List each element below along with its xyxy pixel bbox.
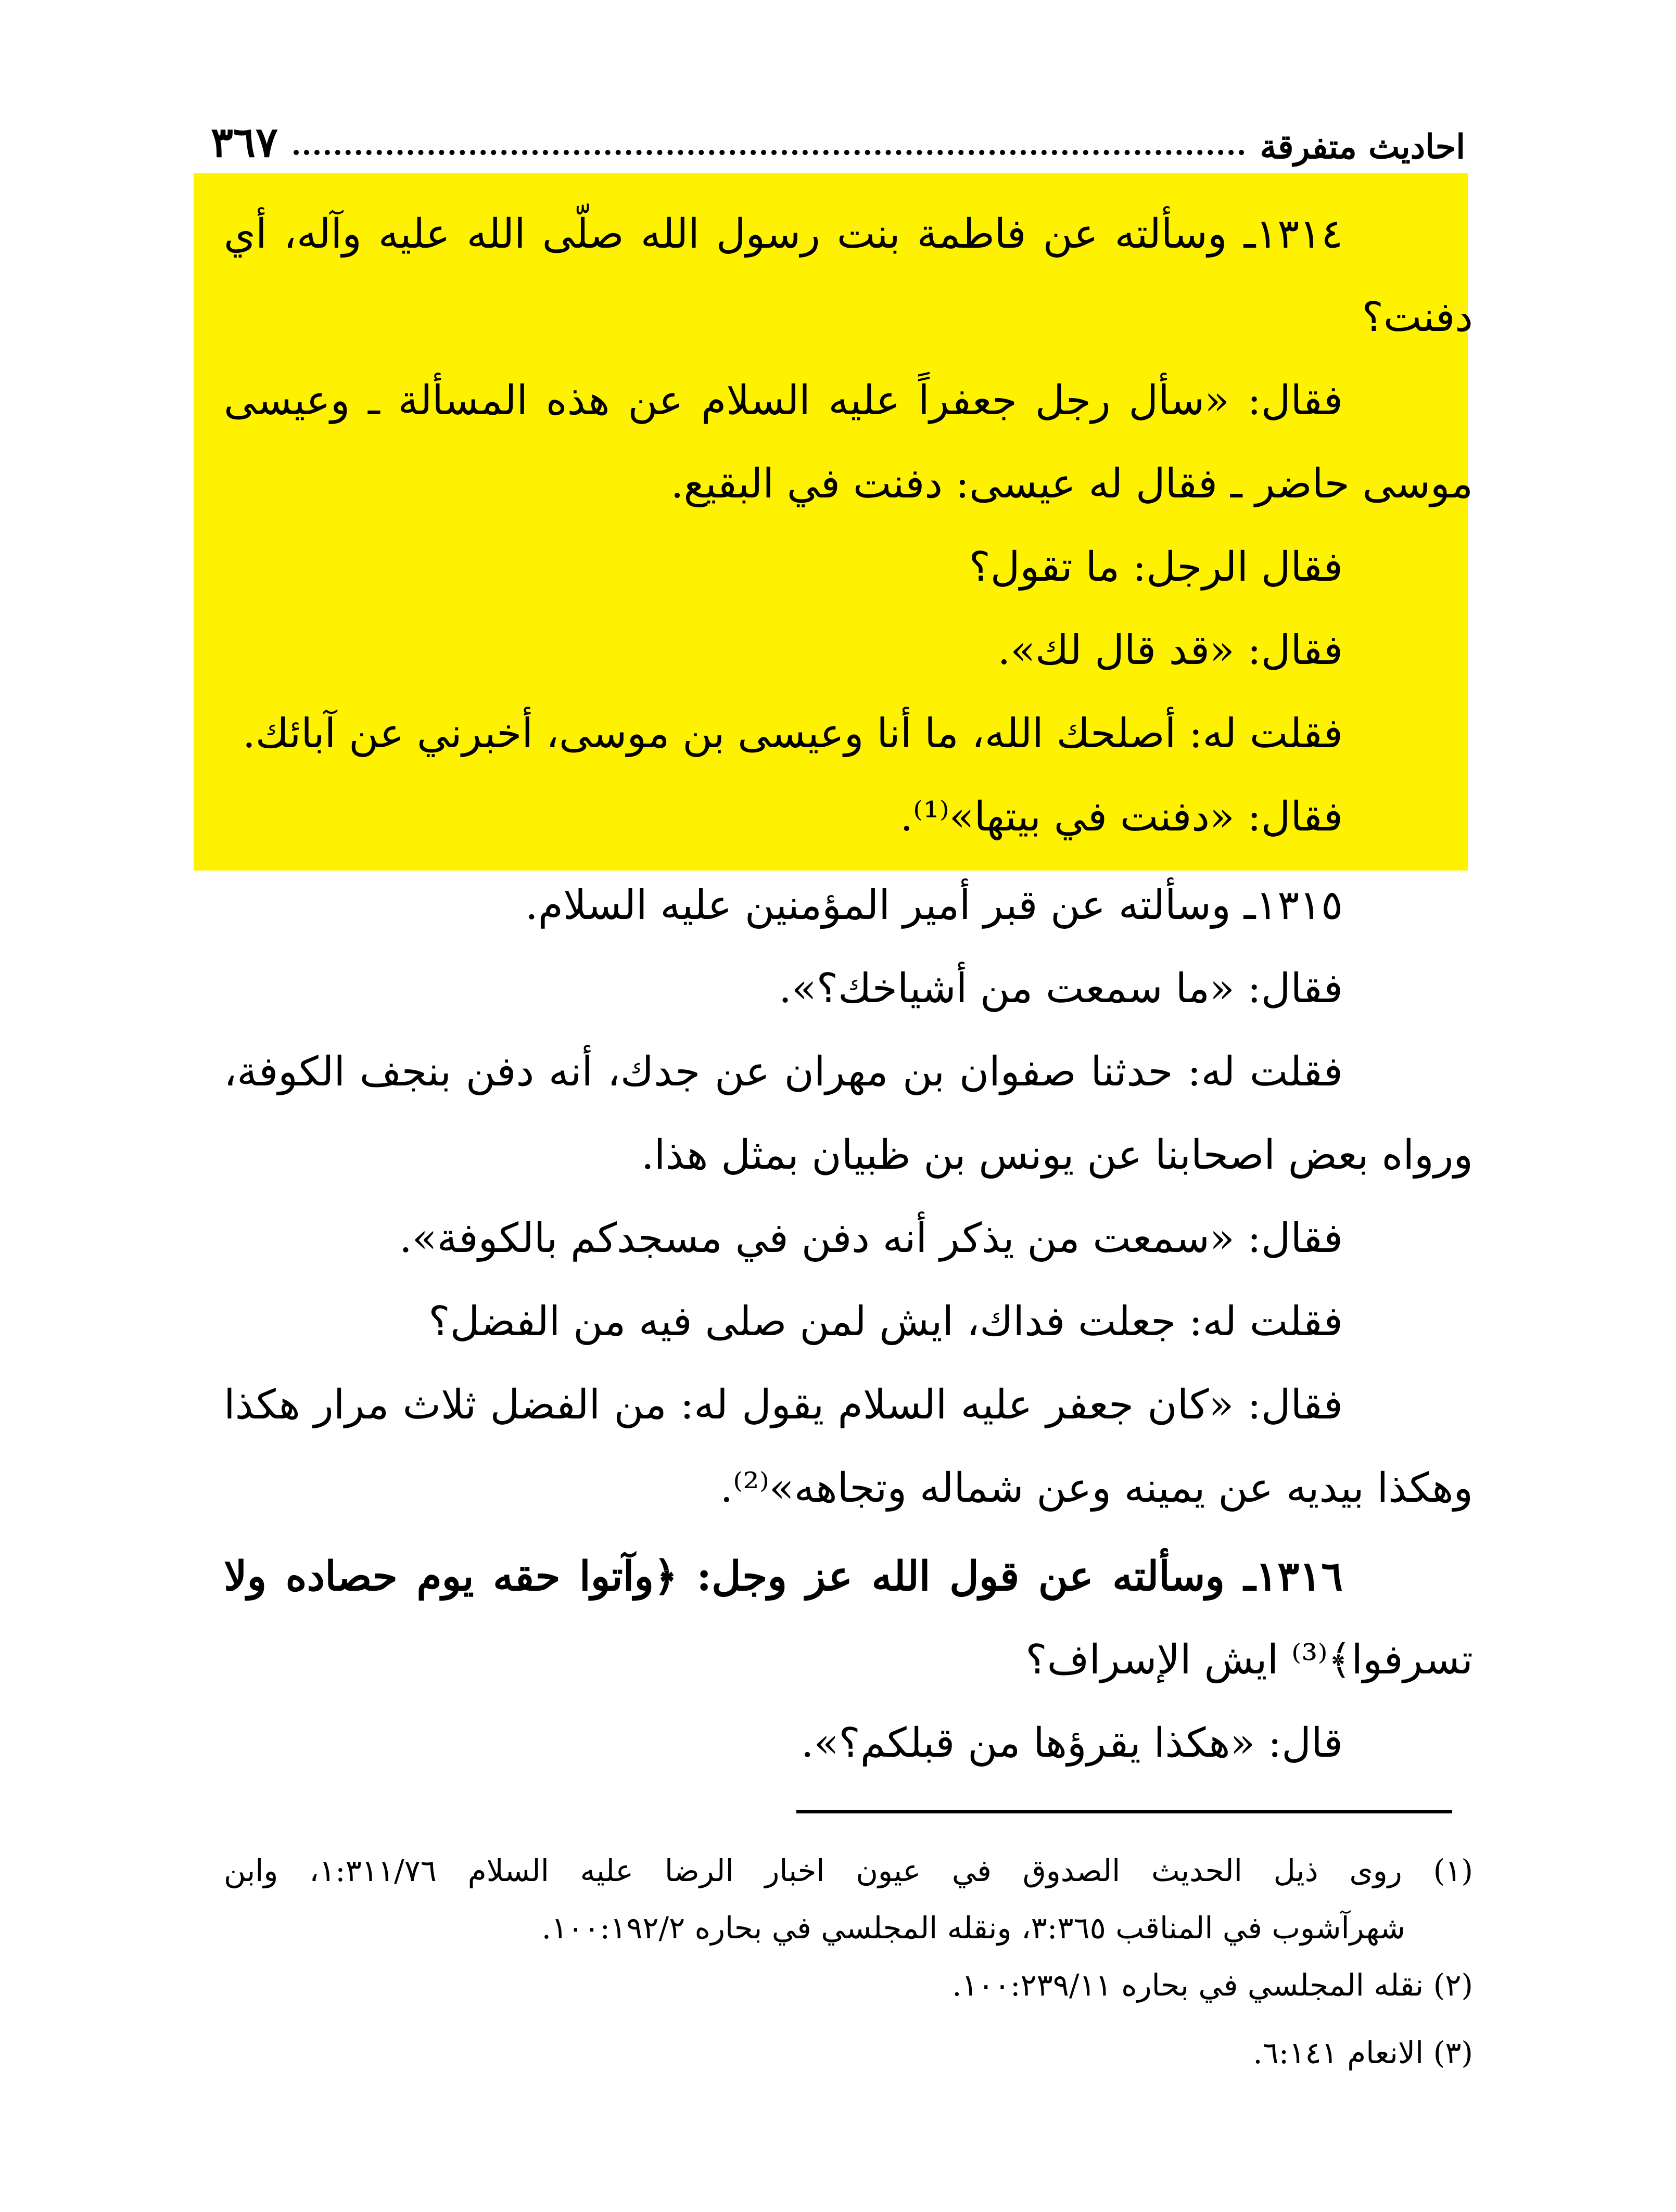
hadith-1314-line-8: فقال: «دفنت في بيتها»⁽¹⁾.: [900, 794, 1343, 840]
header-leader-dots: [294, 150, 1245, 155]
hadith-1315-line-4: ورواه بعض اصحابنا عن يونس بن ظبيان بمثل هذا.: [641, 1132, 1473, 1179]
page-number: ٣٦٧: [211, 118, 278, 167]
hadith-1315-line-8: وهكذا بيديه عن يمينه وعن شماله وتجاهه»⁽²⁾.: [720, 1465, 1473, 1512]
hadith-1315-line-5: فقال: «سمعت من يذكر أنه دفن في مسجدكم بالكوفة».: [399, 1215, 1343, 1262]
hadith-1314-line-1: ١٣١٤ـ وسألته عن فاطمة بنت رسول الله صلّى الله عليه وآله، أي: [224, 211, 1343, 258]
footnote-1-line-1: (١) روى ذيل الحديث الصدوق في عيون اخبار الرضا عليه السلام ١:٣١١/٧٦، وابن: [224, 1853, 1473, 1888]
hadith-1316-line-2: تسرفوا﴾⁽³⁾ ايش الإسراف؟: [1025, 1636, 1473, 1683]
hadith-1315-line-7: فقال: «كان جعفر عليه السلام يقول له: من الفضل ثلاث مرار هكذا: [224, 1382, 1343, 1428]
hadith-1315-line-6: فقلت له: جعلت فداك، ايش لمن صلى فيه من الفضل؟: [428, 1298, 1343, 1345]
hadith-1315-line-2: فقال: «ما سمعت من أشياخك؟».: [779, 965, 1343, 1012]
hadith-1314-line-4: موسى حاضر ـ فقال له عيسى: دفنت في البقيع.: [670, 461, 1473, 507]
hadith-1314-line-2: دفنت؟: [1362, 294, 1473, 341]
hadith-1314-line-3: فقال: «سأل رجل جعفراً عليه السلام عن هذه المسألة ـ وعيسى: [224, 377, 1343, 424]
footnote-3: (٣) الانعام ٦:١٤١.: [1253, 2035, 1473, 2070]
hadith-1315-line-1: ١٣١٥ـ وسألته عن قبر أمير المؤمنين عليه السلام.: [525, 882, 1343, 929]
hadith-1314-line-7: فقلت له: أصلحك الله، ما أنا وعيسى بن موسى، أخبرني عن آبائك.: [242, 710, 1343, 757]
page-header: [211, 104, 1465, 167]
hadith-1315-line-3: فقلت له: حدثنا صفوان بن مهران عن جدك، أنه دفن بنجف الكوفة،: [224, 1049, 1343, 1095]
footnote-divider: [796, 1810, 1452, 1813]
footnote-1-line-2: شهرآشوب في المناقب ٣:٣٦٥، ونقله المجلسي في بحاره ١٠٠:١٩٢/٢.: [541, 1910, 1405, 1946]
hadith-1316-line-1: ١٣١٦ـ وسألته عن قول الله عز وجل: ﴿وآتوا حقه يوم حصاده ولا: [224, 1553, 1343, 1600]
running-title: احاديث متفرقة: [1260, 127, 1465, 167]
footnote-2: (٢) نقله المجلسي في بحاره ١٠٠:٢٣٩/١١.: [952, 1967, 1473, 2003]
hadith-1314-line-5: فقال الرجل: ما تقول؟: [969, 544, 1343, 591]
hadith-1314-line-6: فقال: «قد قال لك».: [997, 627, 1343, 674]
hadith-1316-line-3: قال: «هكذا يقرؤها من قبلكم؟».: [801, 1720, 1343, 1767]
